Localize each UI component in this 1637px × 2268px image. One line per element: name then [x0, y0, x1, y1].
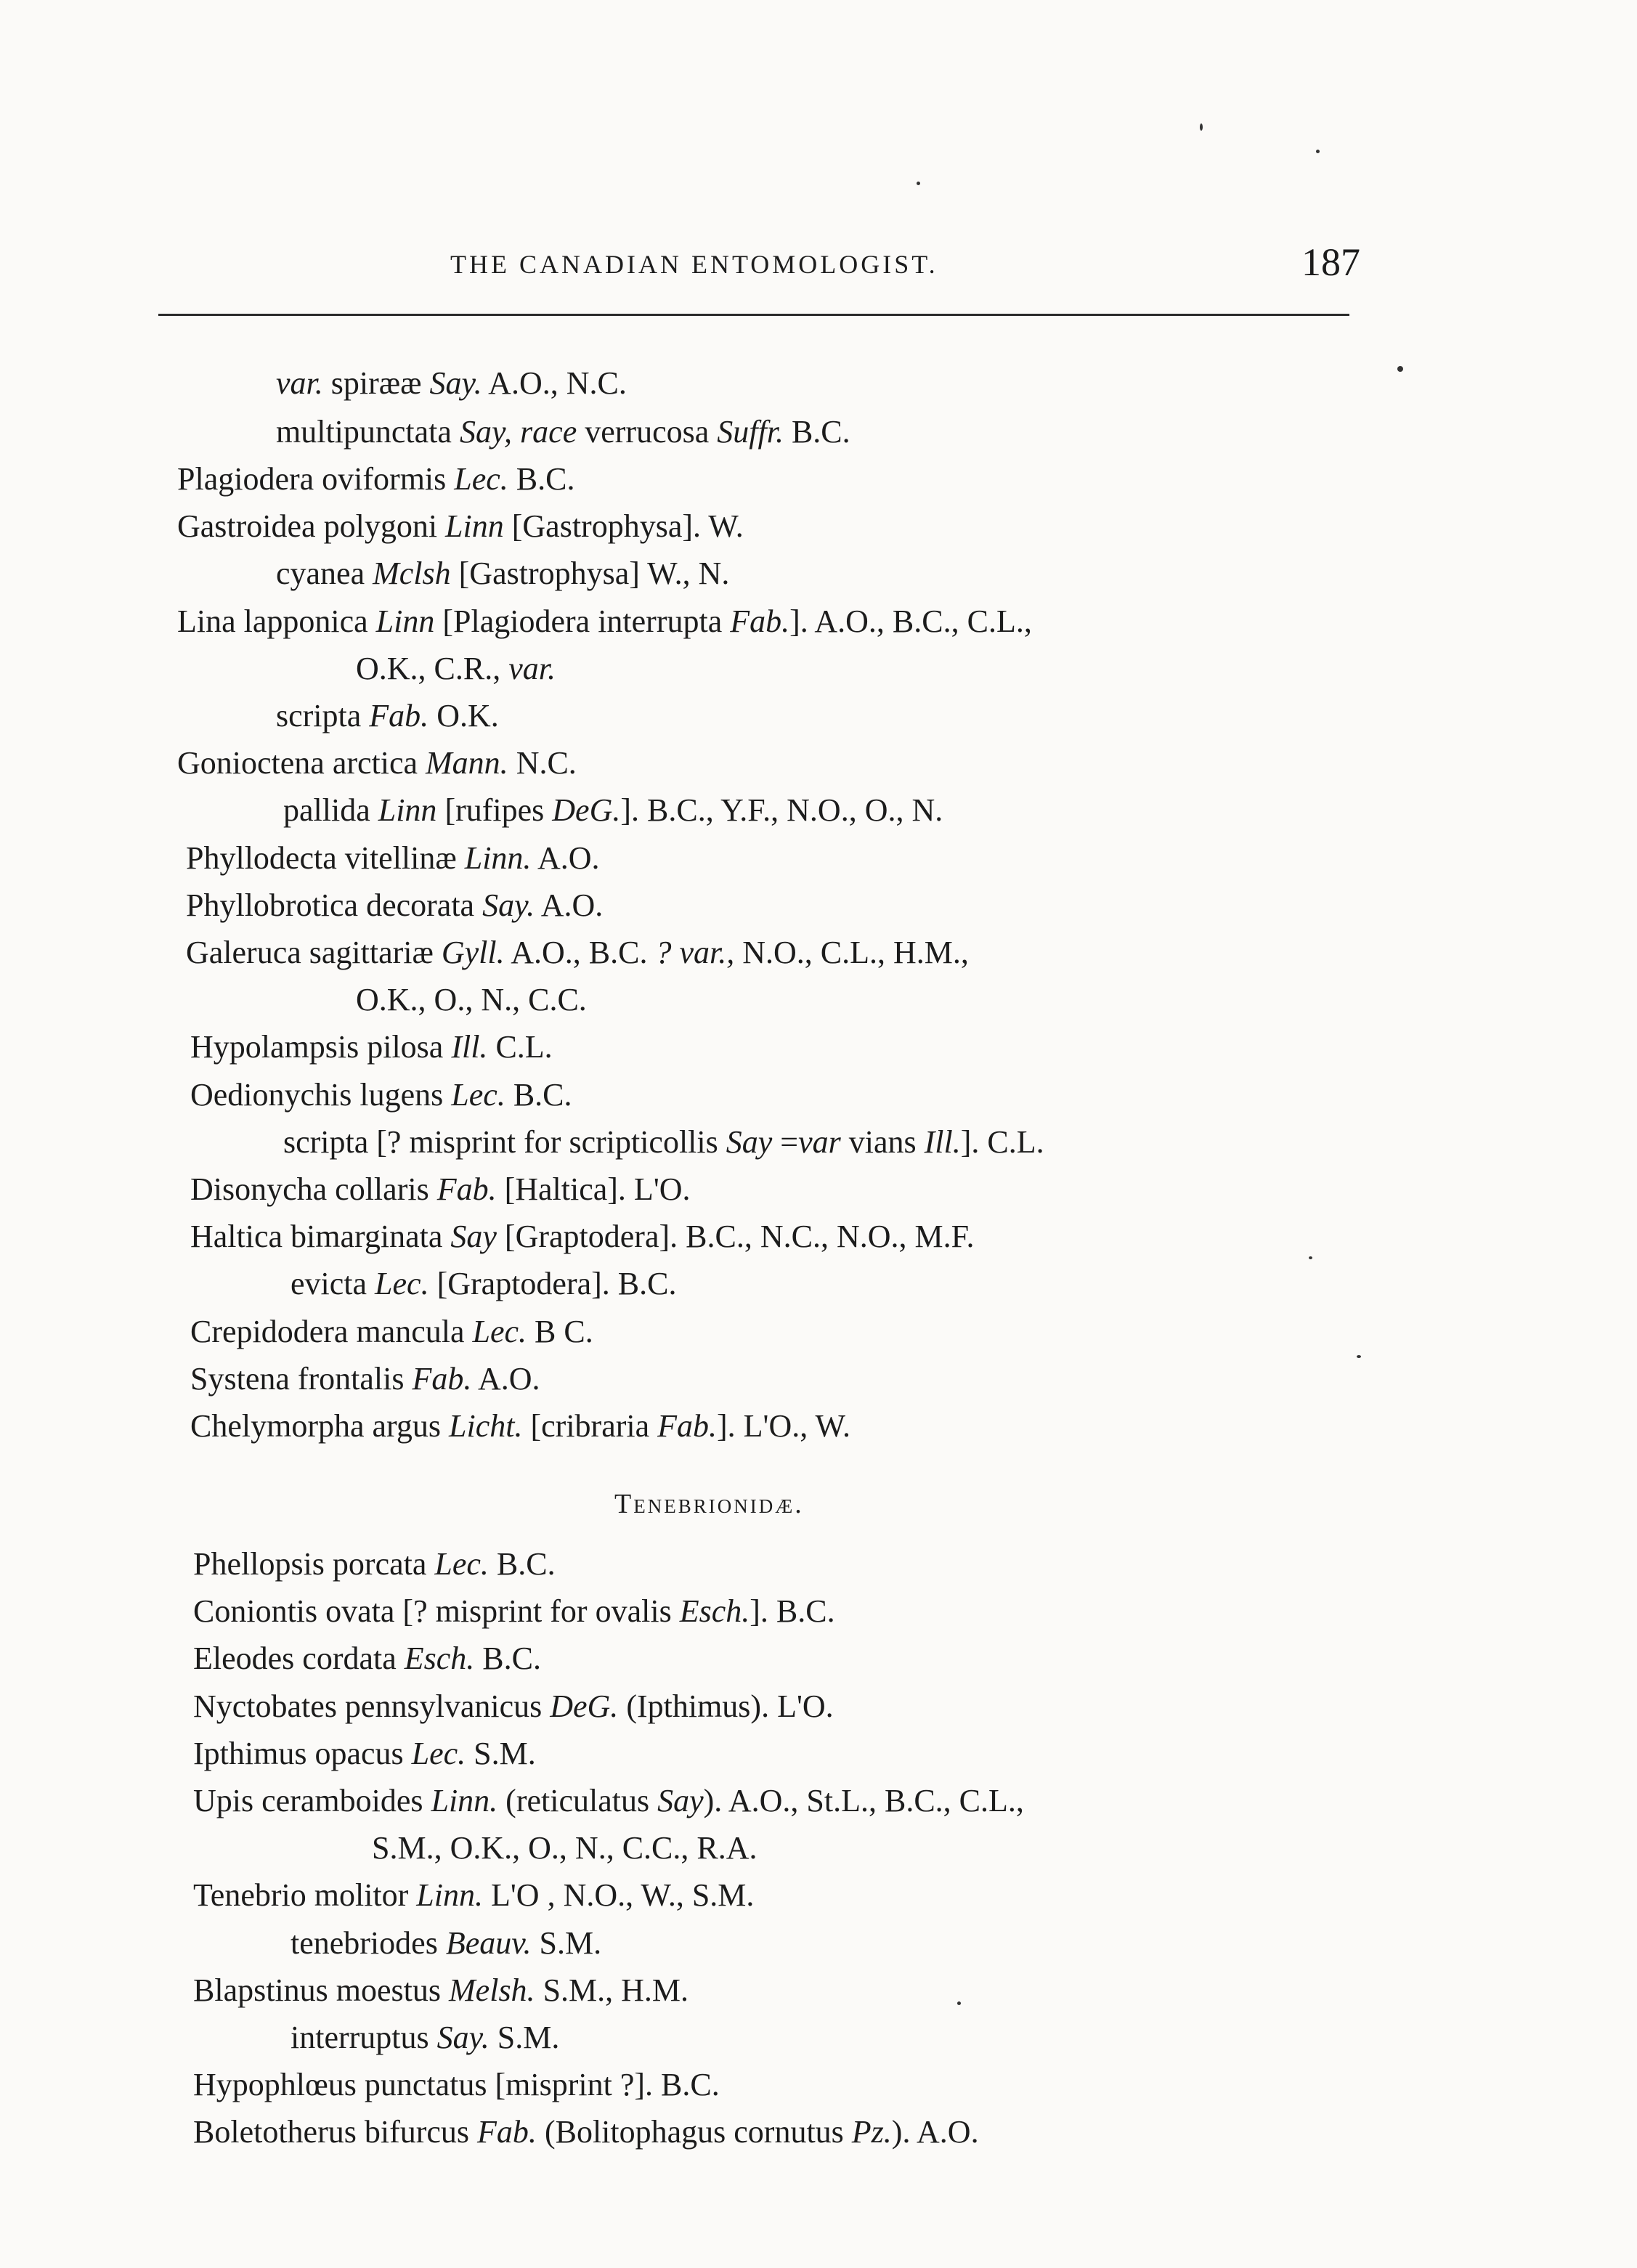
- text: A.O.: [535, 887, 604, 923]
- text: pallida: [283, 792, 378, 828]
- list-item: [193, 1643, 541, 1675]
- text: Phyllobrotica decorata: [186, 887, 483, 923]
- text: [Haltica]. L'O.: [496, 1171, 691, 1207]
- italic-text: Say.: [429, 365, 482, 401]
- text: B.C.: [474, 1641, 541, 1676]
- list-item: [177, 603, 1032, 639]
- text: N.O., C.L., H.M.,: [734, 935, 969, 970]
- text: Crepidodera mancula: [190, 1314, 473, 1349]
- list-item: [291, 1927, 601, 1959]
- text: Haltica bimarginata: [190, 1219, 451, 1254]
- list-item: [193, 2116, 979, 2148]
- text: B.C.: [783, 414, 850, 450]
- list-item: [190, 1363, 540, 1395]
- list-item: [283, 1126, 1044, 1158]
- text: L'O , N.O., W., S.M.: [483, 1877, 755, 1913]
- italic-text: var: [798, 1124, 841, 1160]
- text: (reticulatus: [497, 1783, 658, 1818]
- text: scripta [? misprint for scripticollis: [283, 1124, 726, 1160]
- text: [Gastrophysa]. W.: [503, 508, 744, 544]
- text: spirææ: [322, 365, 430, 401]
- text: Coniontis ovata [? misprint for ovalis: [193, 1593, 680, 1629]
- list-item: [186, 887, 604, 923]
- text: vians: [840, 1124, 925, 1160]
- text: Chelymorpha argus: [190, 1408, 450, 1444]
- header-rule: [158, 314, 1349, 316]
- text: S.M.: [489, 2020, 560, 2055]
- list-item: [193, 1593, 835, 1629]
- list-item: [193, 2069, 720, 2101]
- text: B C.: [527, 1314, 593, 1349]
- text: Lina lapponica: [177, 603, 376, 639]
- text: (Ipthimus). L'O.: [618, 1688, 834, 1724]
- list-item: [193, 1688, 834, 1724]
- italic-text: Say: [657, 1783, 704, 1818]
- text: [cribraria: [522, 1408, 658, 1444]
- text: Blapstinus moestus: [193, 1972, 450, 2008]
- text: cyanea: [276, 556, 373, 591]
- italic-text: Say: [450, 1219, 497, 1254]
- text: scripta: [276, 698, 370, 733]
- list-item: [276, 558, 729, 590]
- italic-text: DeG.: [550, 1688, 619, 1724]
- print-speck: [1316, 150, 1320, 153]
- list-item: [186, 937, 969, 969]
- list-item: [190, 1079, 572, 1111]
- italic-text: Mclsh: [373, 556, 451, 591]
- italic-text: Beauv.: [445, 1925, 532, 1961]
- italic-text: Say.: [482, 887, 535, 923]
- text: A.O.: [531, 840, 600, 876]
- italic-text: DeG.: [552, 792, 621, 828]
- text: S.M., H.M.: [535, 1972, 689, 2008]
- list-item: [186, 842, 600, 874]
- italic-text: Say,: [459, 414, 513, 450]
- italic-text: Lec.: [434, 1546, 489, 1582]
- italic-text: Linn.: [416, 1877, 483, 1913]
- italic-text: Lec.: [451, 1077, 505, 1113]
- italic-text: Ill.: [451, 1029, 488, 1065]
- text: Nyctobates pennsylvanicus: [193, 1688, 551, 1724]
- list-item: [177, 747, 577, 779]
- text: ). A.O.: [891, 2114, 979, 2150]
- italic-text: Lec.: [411, 1736, 466, 1771]
- list-item: [190, 1171, 691, 1207]
- text: ]. L'O., W.: [717, 1408, 850, 1444]
- section-heading-tenebrionidae: Tenebrionidæ.: [614, 1489, 804, 1519]
- list-item: [276, 416, 850, 448]
- list-item: [372, 1832, 757, 1864]
- list-item: [291, 2022, 559, 2054]
- list-item: [356, 984, 587, 1016]
- print-speck: [1397, 366, 1403, 372]
- text: C.L.: [487, 1029, 553, 1065]
- list-item: [283, 794, 943, 826]
- italic-text: Suffr.: [717, 414, 784, 450]
- text: Galeruca sagittariæ: [186, 935, 442, 970]
- text: S.M.: [466, 1736, 536, 1771]
- text: [Graptodera]. B.C., N.C., N.O., M.F.: [496, 1219, 975, 1254]
- list-item: [177, 508, 744, 544]
- text: [Plagiodera interrupta: [434, 603, 731, 639]
- italic-text: Say.: [436, 2020, 490, 2055]
- text: Gastroidea polygoni: [177, 508, 446, 544]
- italic-text: Mann.: [426, 745, 508, 781]
- list-item: [276, 367, 627, 399]
- list-item: [356, 653, 556, 685]
- italic-text: race: [520, 414, 577, 450]
- text: verrucosa: [577, 414, 718, 450]
- list-item: [190, 1221, 975, 1253]
- italic-text: Ill.: [924, 1124, 961, 1160]
- text: interruptus: [291, 2020, 437, 2055]
- list-item: [193, 1548, 556, 1580]
- italic-text: Linn: [378, 792, 437, 828]
- italic-text: Linn.: [431, 1783, 498, 1818]
- text: Gonioctena arctica: [177, 745, 426, 781]
- list-item: [291, 1268, 676, 1300]
- italic-text: Fab.: [477, 2114, 537, 2150]
- list-item: [177, 463, 575, 495]
- text: Ipthimus opacus: [193, 1736, 412, 1771]
- print-speck: [1357, 1355, 1361, 1358]
- italic-text: Linn.: [464, 840, 532, 876]
- text: B.C.: [505, 1077, 572, 1113]
- italic-text: var.: [276, 365, 323, 401]
- list-item: [190, 1316, 593, 1348]
- text: ]. A.O., B.C., C.L.,: [789, 603, 1032, 639]
- text: [Graptodera]. B.C.: [428, 1266, 677, 1301]
- italic-text: Fab.: [369, 698, 429, 733]
- text: Phellopsis porcata: [193, 1546, 435, 1582]
- list-item: [190, 1031, 553, 1063]
- list-item: [193, 1879, 754, 1911]
- text: O.K., C.R.,: [356, 651, 509, 686]
- text: A.O., N.C.: [482, 365, 627, 401]
- text: O.K.: [428, 698, 499, 733]
- text: Plagiodera oviformis: [177, 461, 455, 497]
- italic-text: var.: [508, 651, 556, 686]
- italic-text: Linn: [375, 603, 435, 639]
- text: tenebriodes: [291, 1925, 446, 1961]
- list-item: [193, 1785, 1024, 1817]
- text: (Bolitophagus cornutus: [536, 2114, 852, 2150]
- text: N.C.: [508, 745, 577, 781]
- text: Phyllodecta vitellinæ: [186, 840, 465, 876]
- italic-text: Fab.: [730, 603, 790, 639]
- italic-text: Gyll.: [441, 935, 505, 970]
- text: Eleodes cordata: [193, 1641, 405, 1676]
- text: S.M.: [531, 1925, 602, 1961]
- italic-text: Fab.: [657, 1408, 718, 1444]
- text: [rufipes: [436, 792, 553, 828]
- print-speck: [1309, 1256, 1312, 1259]
- journal-title: THE CANADIAN ENTOMOLOGIST.: [450, 250, 938, 279]
- italic-text: Pz.: [851, 2114, 892, 2150]
- list-item: [193, 1738, 536, 1770]
- text: evicta: [291, 1266, 375, 1301]
- text: multipunctata: [276, 414, 460, 450]
- text: O.K., O., N., C.C.: [356, 982, 587, 1017]
- text: ]. B.C., Y.F., N.O., O., N.: [620, 792, 943, 828]
- print-speck: [917, 182, 920, 185]
- page-number: 187: [1301, 240, 1360, 284]
- text: B.C.: [488, 1546, 556, 1582]
- text: ). A.O., St.L., B.C., C.L.,: [703, 1783, 1024, 1818]
- italic-text: Lec.: [375, 1266, 429, 1301]
- text: Hypolampsis pilosa: [190, 1029, 452, 1065]
- italic-text: Licht.: [449, 1408, 523, 1444]
- list-item: [190, 1410, 850, 1442]
- list-item: [193, 1972, 689, 2008]
- text: Disonycha collaris: [190, 1171, 437, 1207]
- italic-text: Melsh.: [449, 1972, 535, 2008]
- text: B.C.: [508, 461, 575, 497]
- text: Oedionychis lugens: [190, 1077, 452, 1113]
- text: =: [772, 1124, 799, 1160]
- print-speck: [1200, 123, 1203, 131]
- italic-text: Lec.: [454, 461, 508, 497]
- text: A.O., B.C.: [504, 935, 656, 970]
- text: Upis ceramboides: [193, 1783, 431, 1818]
- italic-text: Lec.: [472, 1314, 527, 1349]
- list-item: [276, 700, 499, 732]
- italic-text: Fab.: [412, 1361, 472, 1397]
- italic-text: Esch.: [404, 1641, 475, 1676]
- italic-text: Say: [726, 1124, 773, 1160]
- text: Tenebrio molitor: [193, 1877, 417, 1913]
- text: [Gastrophysa] W., N.: [450, 556, 730, 591]
- text: ]. C.L.: [960, 1124, 1044, 1160]
- italic-text: ? var.,: [655, 935, 735, 970]
- print-speck: [957, 2001, 961, 2005]
- italic-text: Linn: [445, 508, 504, 544]
- italic-text: Fab.: [436, 1171, 497, 1207]
- text: Systena frontalis: [190, 1361, 413, 1397]
- text: [512, 414, 520, 450]
- italic-text: Esch.: [679, 1593, 750, 1629]
- text: ]. B.C.: [750, 1593, 835, 1629]
- text: S.M., O.K., O., N., C.C., R.A.: [372, 1830, 757, 1866]
- text: A.O.: [471, 1361, 540, 1397]
- text: Hypophlœus punctatus [misprint ?]. B.C.: [193, 2067, 720, 2102]
- text: Boletotherus bifurcus: [193, 2114, 478, 2150]
